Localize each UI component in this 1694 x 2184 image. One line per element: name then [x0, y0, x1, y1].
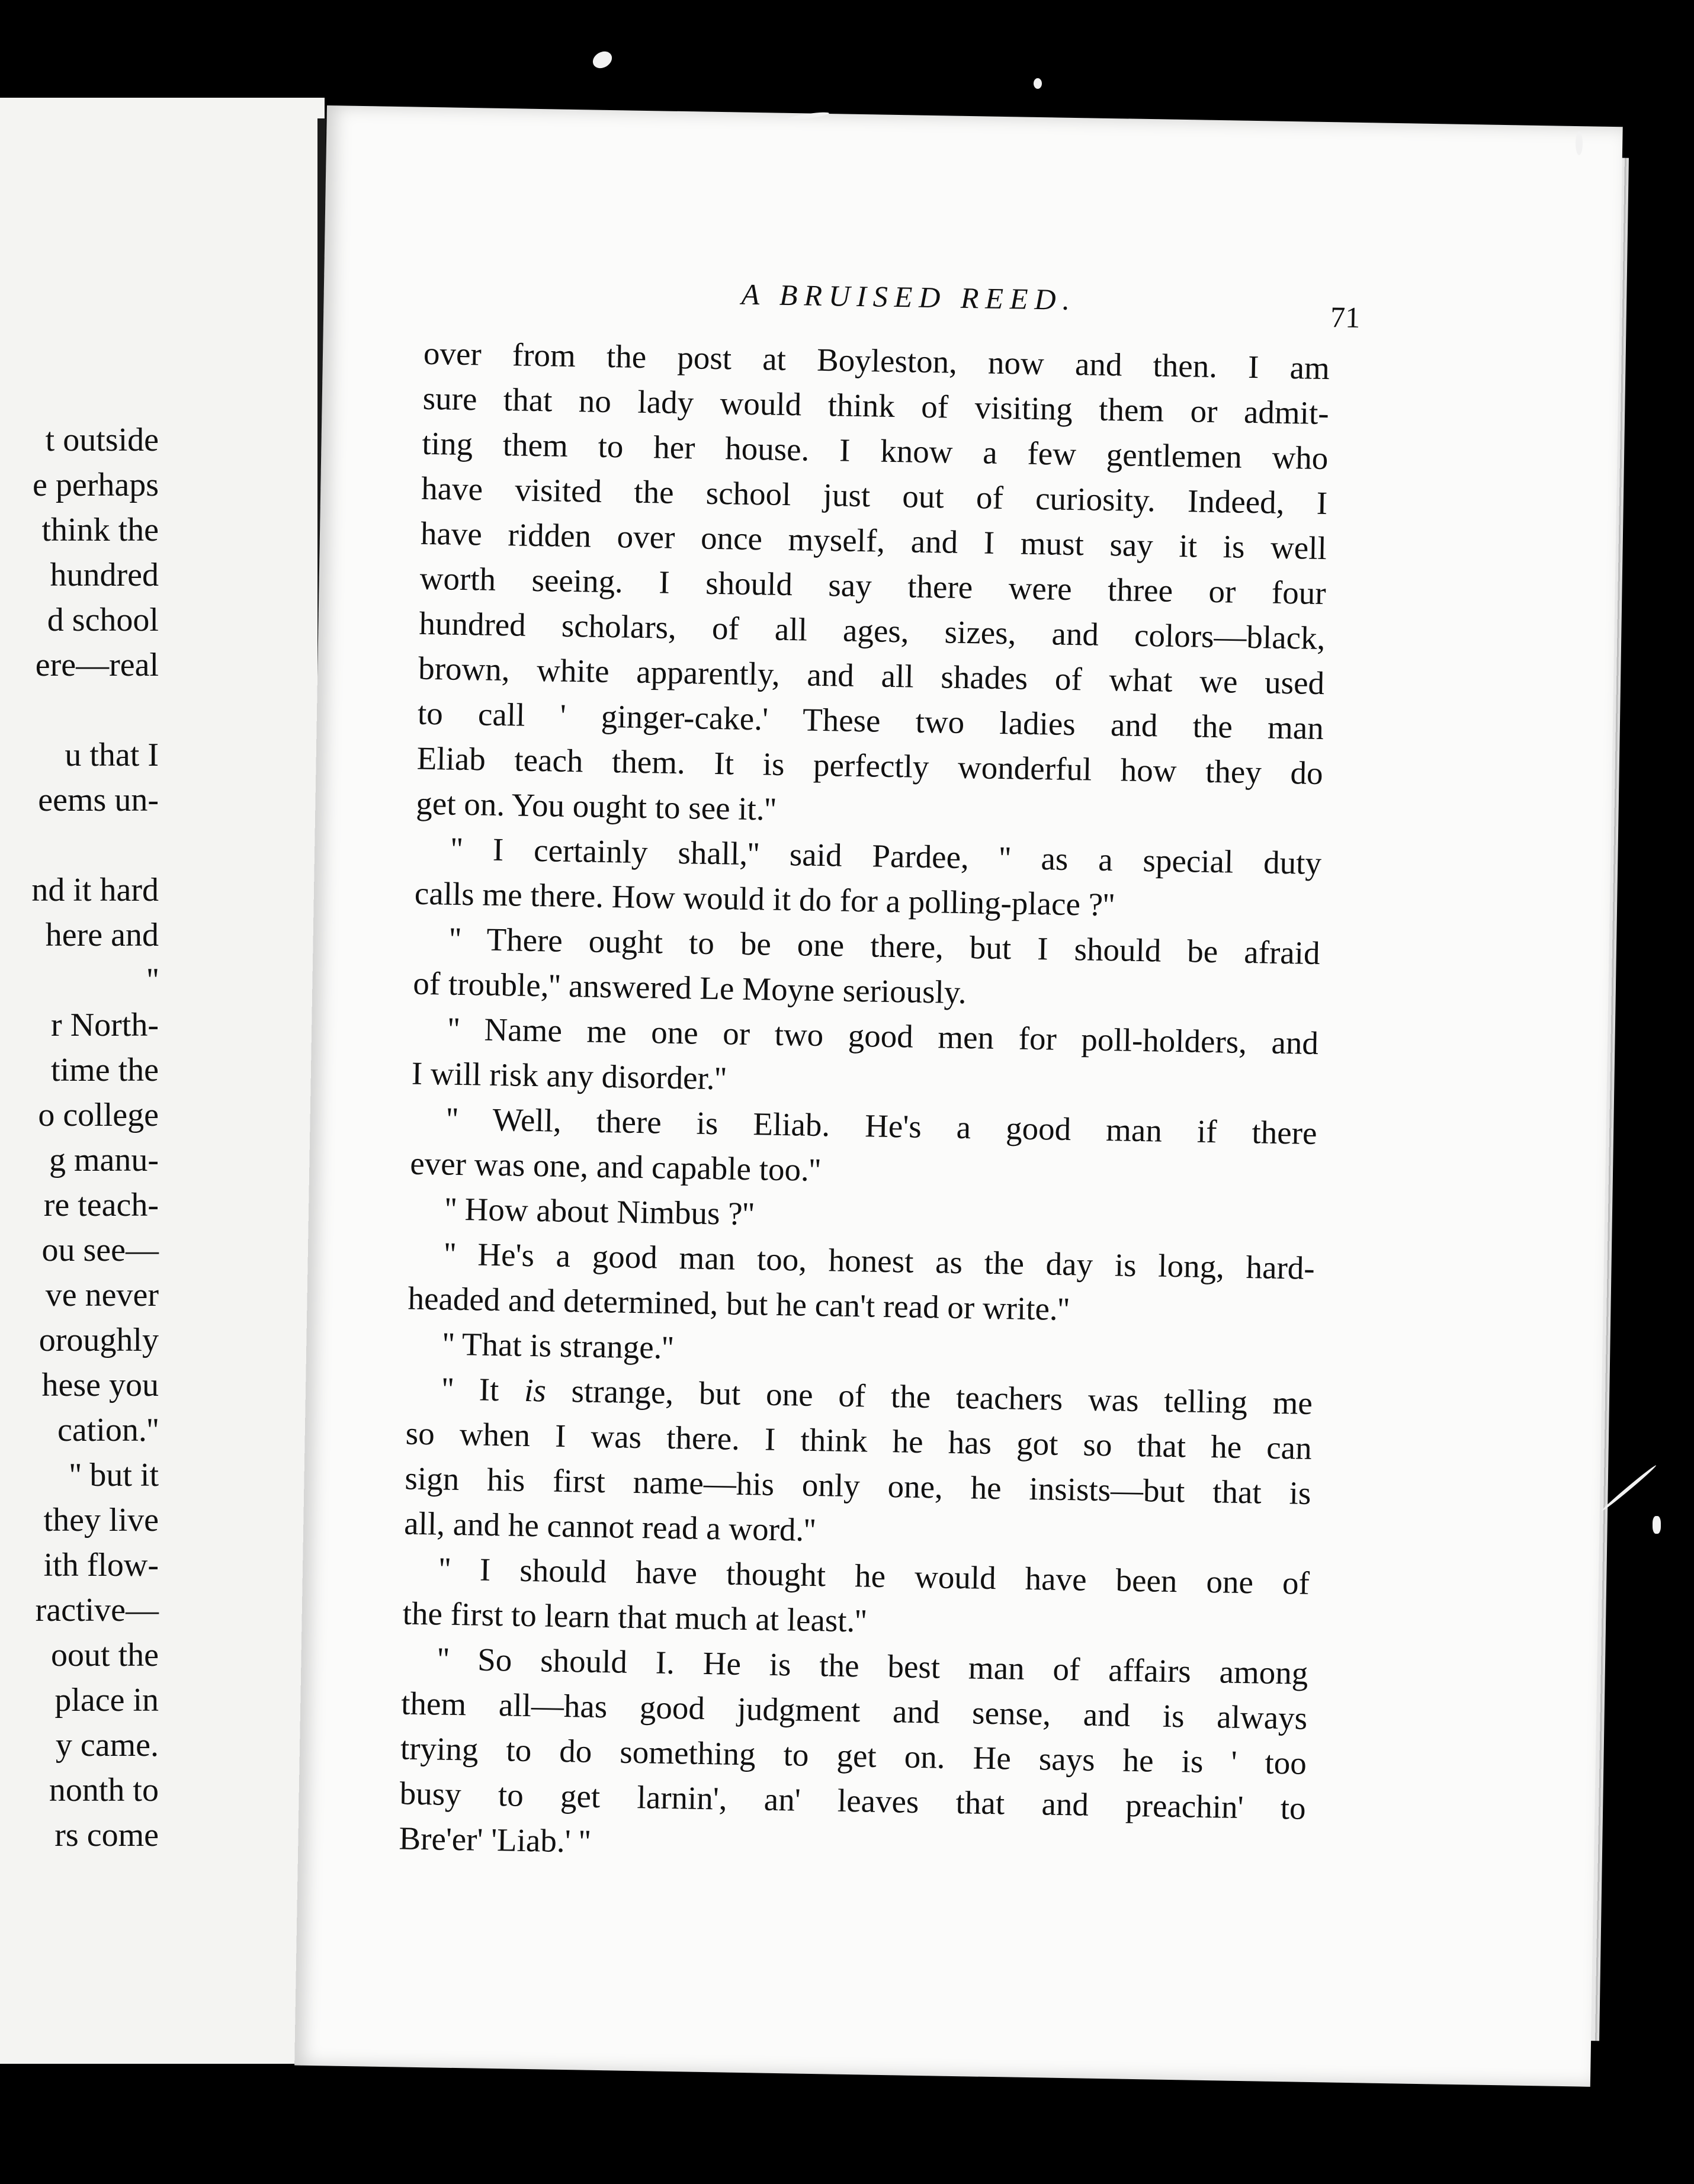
- body-line: ever was one, and capable too.'': [409, 1145, 822, 1189]
- body-line: '' That is strange.'': [442, 1325, 674, 1366]
- body-line: '' So should I. He is the best man of affairs among: [437, 1640, 1308, 1691]
- left-page-line: y came.: [55, 1727, 159, 1764]
- left-page-line: re teach-: [43, 1187, 159, 1223]
- body-line: sign his first name—his only one, he insists—but that is: [405, 1460, 1311, 1511]
- body-line: brown, white apparently, and all shades of what we used: [418, 650, 1325, 702]
- body-line: headed and determined, but he can't read or write.'': [408, 1280, 1070, 1328]
- running-head: A BRUISED REED.: [741, 277, 1077, 317]
- left-page-line: '': [146, 962, 159, 998]
- left-page-line: o college: [38, 1097, 159, 1133]
- left-page-line: ith flow-: [43, 1547, 159, 1584]
- body-line: '' How about Nimbus ?'': [444, 1190, 755, 1232]
- left-page-line: hundred: [50, 557, 159, 593]
- left-page-line: ractive—: [35, 1592, 159, 1629]
- left-page-line: oout the: [51, 1637, 159, 1674]
- left-page-line: think the: [41, 512, 159, 548]
- body-line: them all—has good judgment and sense, and is always: [400, 1685, 1308, 1736]
- page-number: 71: [1330, 300, 1361, 334]
- body-line: '' Well, there is Eliab. He's a good man if there: [446, 1100, 1317, 1151]
- left-page-line: nd it hard: [31, 872, 159, 908]
- body-line: to call ' ginger-cake.' These two ladies and the man: [417, 695, 1324, 747]
- left-page-line: hese you: [41, 1367, 159, 1403]
- body-line: all, and he cannot read a word.'': [403, 1505, 816, 1549]
- body-line: over from the post at Boyleston, now and then. I am: [423, 335, 1330, 387]
- left-page-line: t outside: [45, 422, 159, 458]
- left-page-line: [0, 823, 159, 868]
- right-page: [294, 105, 1623, 2087]
- body-line: busy to get larnin', an' leaves that and preachin' to: [399, 1775, 1307, 1826]
- left-page-line: '' but it: [69, 1457, 159, 1494]
- body-line: worth seeing. I should say there were three or four: [419, 560, 1327, 612]
- body-line-segment: strange, but one of the teachers was telling me: [546, 1372, 1313, 1421]
- body-line: sure that no lady would think of visiting them or admit-: [422, 380, 1330, 432]
- left-page-line: cation.'': [57, 1412, 159, 1448]
- body-line: '' He's a good man too, honest as the day is long, hard-: [444, 1235, 1316, 1286]
- body-line: '' There ought to be one there, but I should be afraid: [449, 920, 1321, 971]
- left-page-line: nonth to: [49, 1772, 159, 1809]
- left-page-line: here and: [45, 917, 159, 953]
- body-line: hundred scholars, of all ages, sizes, and colors—black,: [419, 605, 1326, 657]
- left-page-line: e perhaps: [32, 467, 159, 503]
- emphasized-word: is: [524, 1372, 547, 1409]
- left-page-line: rs come: [54, 1817, 159, 1854]
- body-line: of trouble,'' answered Le Moyne seriously.: [412, 965, 967, 1011]
- scan-speck: [1600, 1464, 1657, 1512]
- scan-speck: [590, 48, 615, 72]
- body-line: Eliab teach them. It is perfectly wonderful how they do: [416, 740, 1324, 792]
- body-line: '' I should have thought he would have been one of: [438, 1550, 1310, 1601]
- body-line: have ridden over once myself, and I must say it is well: [420, 515, 1327, 567]
- left-page-line: [0, 688, 159, 733]
- body-line: the first to learn that much at least.'': [402, 1595, 867, 1639]
- left-page-line: ere—real: [35, 647, 159, 683]
- left-page-line: g manu-: [49, 1142, 159, 1178]
- left-page-line: ou see—: [41, 1232, 159, 1268]
- body-line: I will risk any disorder.'': [411, 1055, 727, 1097]
- body-line: get on. You ought to see it.'': [415, 785, 777, 827]
- body-line: '' I certainly shall,'' said Pardee, '' as a special duty: [450, 830, 1322, 882]
- scan-speck: [1034, 78, 1042, 89]
- body-line: calls me there. How would it do for a polling-place ?'': [414, 875, 1115, 923]
- left-page-line: u that I: [65, 737, 159, 773]
- body-text: [399, 331, 1330, 1876]
- body-line: Bre'er' 'Liab.' '': [398, 1820, 591, 1859]
- scan-speck: [1576, 131, 1583, 155]
- left-page-line: ve never: [45, 1277, 159, 1313]
- left-page-line: time the: [51, 1052, 159, 1088]
- left-page-line: eems un-: [38, 782, 159, 818]
- body-line: so when I was there. I think he has got so that he can: [405, 1415, 1313, 1466]
- body-line-segment: '' It: [441, 1370, 525, 1408]
- body-line: ting them to her house. I know a few gentlemen who: [422, 425, 1329, 477]
- left-page-line: d school: [47, 602, 159, 638]
- body-line: trying to do something to get on. He says he is ' too: [400, 1730, 1307, 1781]
- left-page-line: r North-: [51, 1007, 159, 1043]
- left-page-line: place in: [54, 1682, 159, 1719]
- scan-speck: [1653, 1516, 1661, 1534]
- left-page-line: they live: [43, 1502, 159, 1539]
- left-page: [0, 98, 325, 2064]
- left-page-line: oroughly: [38, 1322, 159, 1358]
- left-page-text: [0, 417, 159, 1858]
- body-line: '' Name me one or two good men for poll-holders, and: [447, 1010, 1319, 1061]
- body-line: have visited the school just out of curiosity. Indeed, I: [421, 470, 1328, 522]
